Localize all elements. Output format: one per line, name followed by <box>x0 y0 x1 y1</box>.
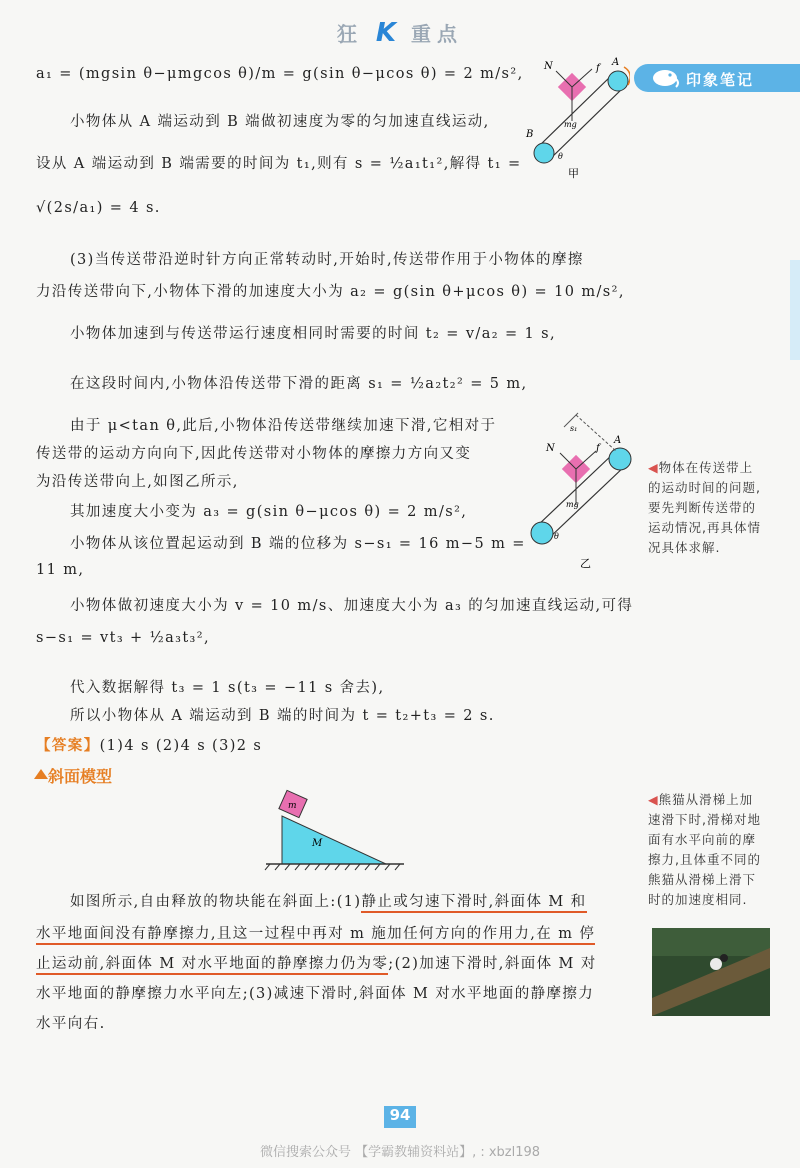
text-line: 小物体从该位置起运动到 B 端的位移为 s−s₁ = 16 m−5 m = <box>70 536 526 552</box>
label-f: f <box>596 443 600 454</box>
label-theta: θ <box>558 152 563 161</box>
notes-badge-label: 印象笔记 <box>686 71 755 89</box>
text-line: 代入数据解得 t₃ = 1 s(t₃ = −11 s 舍去), <box>70 680 385 696</box>
text-line: 传送带的运动方向向下,因此传送带对小物体的摩擦力方向又变 <box>36 446 472 462</box>
text-line: 设从 A 端运动到 B 端需要的时间为 t₁,则有 s = ½a₁t₁²,解得 t₁ = <box>36 156 522 172</box>
label-theta: θ <box>554 532 559 541</box>
page-number: 94 <box>384 1106 416 1128</box>
note-line: 况具体求解. <box>648 540 721 555</box>
para-underlined: 止运动前,斜面体 M 对水平地面的静摩擦力仍为零 <box>36 956 388 975</box>
triangle-icon: ◀ <box>648 460 659 475</box>
eq-s: s−s₁ = vt₃ + ½a₃t₃², <box>36 630 210 646</box>
figure-jia <box>520 55 630 180</box>
note-line: 时的加速度相同. <box>648 892 748 907</box>
eq-t1: √(2s/a₁) = 4 s. <box>36 200 161 216</box>
para-line: 水平地面的静摩擦力水平向左;(3)减速下滑时,斜面体 M 对水平地面的静摩擦力 <box>36 986 595 1002</box>
text-line: 小物体从 A 端运动到 B 端做初速度为零的匀加速直线运动, <box>70 114 490 130</box>
panda-slide-photo <box>652 928 770 1016</box>
text-line: 力沿传送带向下,小物体下滑的加速度大小为 a₂ = g(sin θ+μcos θ) = 10 m/s², <box>36 284 625 300</box>
answer-line <box>36 734 262 755</box>
label-m: m <box>288 801 297 811</box>
text-line: 11 m, <box>36 562 85 578</box>
text-line: 小物体做初速度大小为 v = 10 m/s、加速度大小为 a₃ 的匀加速直线运动,可得 <box>70 598 634 614</box>
text-line: 其加速度大小变为 a₃ = g(sin θ−μcos θ) = 2 m/s², <box>70 504 468 520</box>
note-line: 面有水平向前的摩 <box>648 832 757 847</box>
side-note-2 <box>648 790 761 910</box>
para-line <box>70 890 587 911</box>
label-mg: mg <box>566 500 579 509</box>
label-N: N <box>544 61 553 72</box>
text-line: 由于 μ<tan θ,此后,小物体沿传送带继续加速下滑,它相对于 <box>70 418 497 434</box>
label-mg: mg <box>564 120 577 129</box>
notes-badge <box>634 64 800 92</box>
header-k-logo: K <box>375 18 399 48</box>
page-edge-tab <box>790 260 800 360</box>
text-line: 所以小物体从 A 端运动到 B 端的时间为 t = t₂+t₃ = 2 s. <box>70 708 495 724</box>
header-suffix: 重点 <box>411 22 464 46</box>
label-B: B <box>526 129 534 140</box>
para-line <box>36 952 597 973</box>
section-title: 斜面模型 <box>48 767 113 786</box>
note-line: 运动情况,再具体情 <box>648 520 761 535</box>
elephant-icon <box>648 67 682 89</box>
note-line: 物体在传送带上 <box>658 460 754 475</box>
text-line: (3)当传送带沿逆时针方向正常转动时,开始时,传送带作用于小物体的摩擦 <box>70 252 584 268</box>
section-marker-icon <box>34 769 48 779</box>
label-s1: s₁ <box>570 424 578 433</box>
text-line: 为沿传送带向上,如图乙所示, <box>36 474 239 490</box>
label-A: A <box>612 57 620 68</box>
figure-yi-label: 乙 <box>580 557 591 570</box>
triangle-icon: ◀ <box>648 792 659 807</box>
answer-tag: 【答案】 <box>36 737 100 754</box>
note-line: 速滑下时,滑梯对地 <box>648 812 761 827</box>
side-note-1 <box>648 458 761 558</box>
note-line: 擦力,且体重不同的 <box>648 852 761 867</box>
para-underlined: 静止或匀速下滑时,斜面体 M 和 <box>361 894 586 913</box>
note-line: 熊猫从滑梯上滑下 <box>648 872 757 887</box>
answer-text: (1)4 s (2)4 s (3)2 s <box>99 738 263 754</box>
page-header <box>0 18 800 48</box>
para-text: 如图所示,自由释放的物块能在斜面上:(1) <box>70 894 362 910</box>
figure-jia-label: 甲 <box>568 167 579 180</box>
label-f: f <box>596 63 600 74</box>
label-M: M <box>312 838 323 849</box>
eq-a1: a₁ = (mgsin θ−μmgcos θ)/m = g(sin θ−μcos θ) = 2 m/s², <box>36 66 524 82</box>
text-line: 在这段时间内,小物体沿传送带下滑的距离 s₁ = ½a₂t₂² = 5 m, <box>70 376 528 392</box>
note-line: 的运动时间的问题, <box>648 480 761 495</box>
para-line <box>36 922 595 943</box>
header-prefix: 狂 <box>336 22 363 46</box>
label-A: A <box>614 435 622 446</box>
figure-incline <box>260 780 410 872</box>
label-N: N <box>546 443 555 454</box>
para-text: ;(2)加速下滑时,斜面体 M 对 <box>388 956 597 972</box>
para-line: 水平向右. <box>36 1016 106 1032</box>
figure-yi <box>520 405 642 570</box>
note-line: 熊猫从滑梯上加 <box>658 792 754 807</box>
footer-watermark: 微信搜索公众号 【学霸教辅资料站】, : xbzl198 <box>259 1145 541 1160</box>
text-line: 小物体加速到与传送带运行速度相同时需要的时间 t₂ = v/a₂ = 1 s, <box>70 326 557 342</box>
para-underlined: 水平地面间没有静摩擦力,且这一过程中再对 m 施加任何方向的作用力,在 m 停 <box>36 926 595 945</box>
note-line: 要先判断传送带的 <box>648 500 757 515</box>
